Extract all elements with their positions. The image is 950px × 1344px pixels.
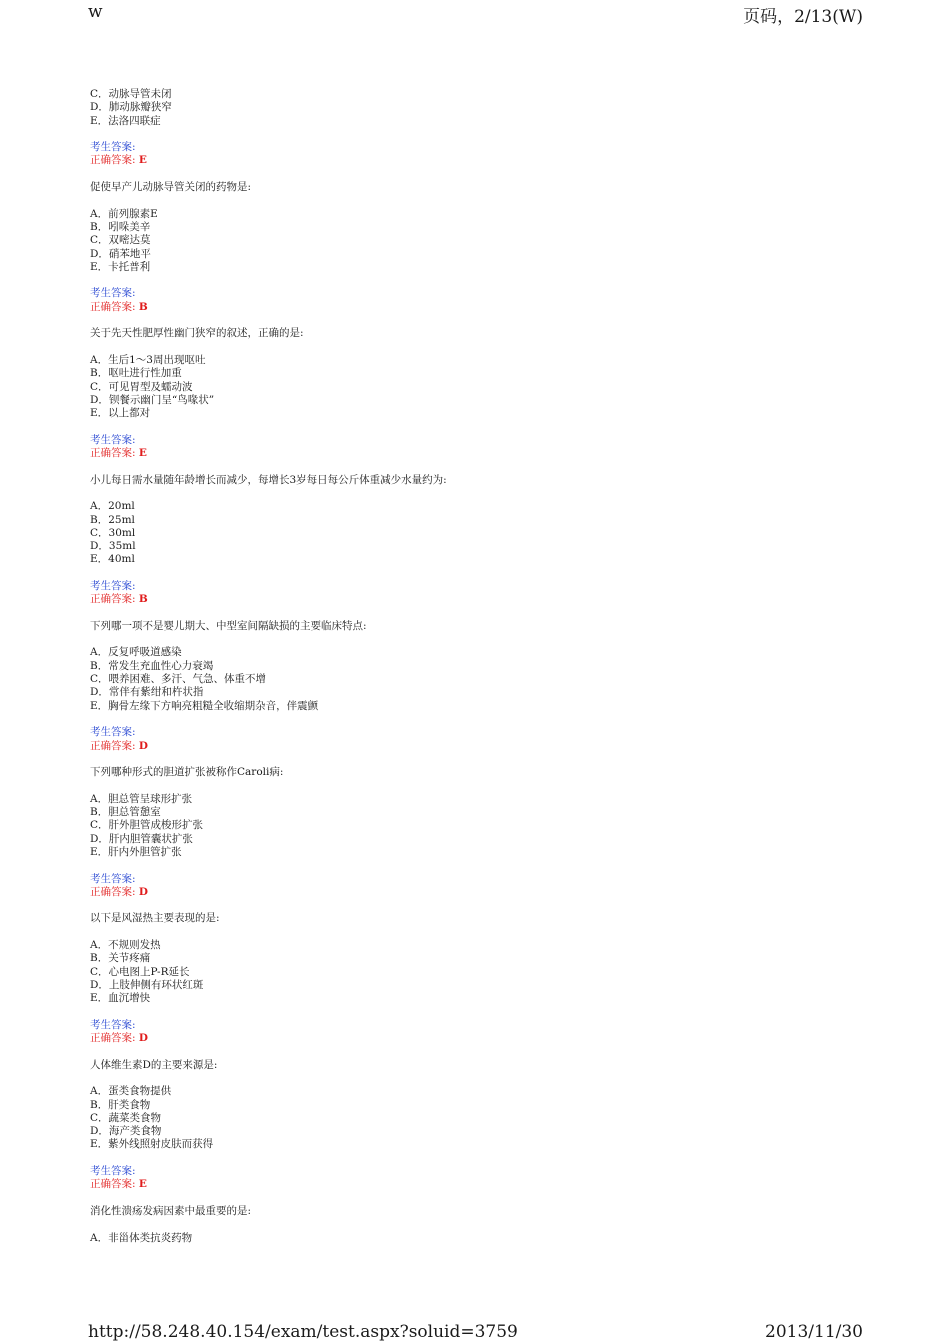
spacer [90,899,890,912]
answer-option: C．双嘧达莫 [90,234,151,247]
student-answer-label: 考生答案: [90,726,136,739]
correct-answer-line [90,1032,890,1045]
student-answer-label: 考生答案: [90,433,136,446]
answer-option: D．上肢伸侧有环状红斑 [90,978,204,991]
answer-option: E．血沉增快 [90,992,151,1005]
spacer [90,713,890,726]
spacer [90,633,890,646]
correct-answer-label: 正确答案: [90,739,136,752]
answer-option: A．反复呼吸道感染 [90,646,182,659]
question-block [90,181,890,327]
question-block [90,474,890,620]
spacer [90,779,890,792]
question-stem: 下列哪种形式的胆道扩张被称作Caroli病: [90,766,284,779]
answer-option: C．肝外胆管成梭形扩张 [90,819,204,832]
answer-option: C．可见胃型及蠕动波 [90,380,193,393]
spacer [90,1218,890,1231]
student-answer-line [90,141,890,154]
footer-url: http://58.248.40.154/exam/test.aspx?soluid=3759 [88,1322,518,1342]
correct-answer-value: E [138,1178,147,1191]
question-list [90,88,890,1245]
student-answer-label: 考生答案: [90,872,136,885]
answer-option: B．吲哚美辛 [90,220,151,233]
spacer [90,460,890,473]
student-answer-line [90,873,890,886]
correct-answer-label: 正确答案: [90,447,136,460]
spacer [90,420,890,433]
spacer [90,487,890,500]
answer-option: E．40ml [90,553,135,566]
question-stem: 消化性溃疡发病因素中最重要的是: [90,1204,252,1217]
correct-answer-value: B [138,300,148,313]
answer-option: C．动脉导管未闭 [90,88,172,100]
question-stem: 关于先天性肥厚性幽门狭窄的叙述，正确的是: [90,327,304,340]
spacer [90,128,890,141]
answer-option: B．胆总管憩室 [90,806,161,819]
answer-option: D．常伴有紫绀和杵状指 [90,686,204,699]
spacer [90,1072,890,1085]
question-block [90,327,890,473]
answer-option: D．硝苯地平 [90,247,151,260]
student-answer-label: 考生答案: [90,1165,136,1178]
answer-option: D．钡餐示幽门呈“鸟喙状” [90,393,215,406]
answer-option: A．不规则发热 [90,939,161,951]
answer-option: E．法洛四联症 [90,114,161,127]
spacer [90,567,890,580]
answer-option: E．胸骨左缘下方响亮粗糙全收缩期杂音，伴震颤 [90,699,319,712]
correct-answer-value: E [138,154,147,167]
answer-option: A．生后1～3周出现呕吐 [90,353,206,366]
spacer [90,1192,890,1205]
spacer [90,1152,890,1165]
answer-option: A．非甾体类抗炎药物 [90,1231,193,1244]
correct-answer-label: 正确答案: [90,1178,136,1191]
spacer [90,341,890,354]
question-block [90,88,890,181]
student-answer-label: 考生答案: [90,1018,136,1031]
answer-option: D．肝内胆管囊状扩张 [90,832,193,845]
spacer [90,859,890,872]
spacer [90,1005,890,1018]
question-stem: 以下是风湿热主要表现的是: [90,912,220,925]
spacer [90,1045,890,1058]
spacer [90,926,890,939]
student-answer-label: 考生答案: [90,579,136,592]
correct-answer-label: 正确答案: [90,593,136,606]
correct-answer-line [90,886,890,899]
student-answer-line [90,1019,890,1032]
question-block [90,1205,890,1245]
answer-option: C．30ml [90,526,136,539]
header-left-mark: w [88,2,103,22]
correct-answer-line [90,593,890,606]
answer-option: D．海产类食物 [90,1125,162,1138]
correct-answer-line [90,740,890,753]
question-block [90,620,890,766]
correct-answer-label: 正确答案: [90,885,136,898]
correct-answer-value: E [138,447,147,460]
student-answer-line [90,580,890,593]
question-block [90,912,890,1058]
answer-option: D．肺动脉瓣狭窄 [90,101,172,114]
correct-answer-label: 正确答案: [90,154,136,167]
spacer [90,753,890,766]
answer-option: C．心电图上P-R延长 [90,965,190,978]
answer-option: A．前列腺素E [90,207,158,220]
question-stem: 下列哪一项不是婴儿期大、中型室间隔缺损的主要临床特点: [90,619,367,632]
answer-option: B．关节疼痛 [90,952,151,965]
answer-option: E．紫外线照射皮肤而获得 [90,1138,214,1151]
footer-date: 2013/11/30 [765,1322,863,1342]
answer-option: A．20ml [90,500,135,513]
answer-option: B．常发生充血性心力衰竭 [90,659,214,672]
student-answer-line [90,434,890,447]
page-number: 页码，2/13(W) [743,7,863,27]
spacer [90,194,890,207]
question-stem: 人体维生素D的主要来源是: [90,1058,218,1071]
student-answer-line [90,726,890,739]
answer-option: A．胆总管呈球形扩张 [90,792,193,805]
student-answer-line [90,1165,890,1178]
question-block [90,766,890,912]
correct-answer-label: 正确答案: [90,1032,136,1045]
correct-answer-label: 正确答案: [90,300,136,313]
question-stem: 促使早产儿动脉导管关闭的药物是: [90,181,252,194]
answer-option: D．35ml [90,540,136,553]
correct-answer-value: B [138,593,148,606]
answer-option: B．呕吐进行性加重 [90,367,182,380]
answer-option: B．肝类食物 [90,1098,151,1111]
student-answer-line [90,287,890,300]
correct-answer-value: D [138,885,148,898]
correct-answer-line [90,447,890,460]
correct-answer-value: D [138,1032,148,1045]
correct-answer-line [90,154,890,167]
answer-option: E．以上都对 [90,407,151,420]
answer-option: B．25ml [90,513,135,526]
spacer [90,274,890,287]
answer-option: E．卡托普利 [90,260,151,273]
answer-option: C．喂养困难、多汗、气急、体重不增 [90,673,267,686]
answer-option: A．蛋类食物提供 [90,1085,172,1098]
student-answer-label: 考生答案: [90,141,136,154]
spacer [90,168,890,181]
spacer [90,314,890,327]
question-block [90,1059,890,1205]
student-answer-label: 考生答案: [90,287,136,300]
correct-answer-line [90,301,890,314]
question-stem: 小儿每日需水量随年龄增长而减少，每增长3岁每日每公斤体重减少水量约为: [90,473,447,486]
correct-answer-line [90,1178,890,1191]
correct-answer-value: D [138,739,148,752]
answer-option: E．肝内外胆管扩张 [90,845,182,858]
answer-option: C．蔬菜类食物 [90,1111,162,1124]
spacer [90,607,890,620]
